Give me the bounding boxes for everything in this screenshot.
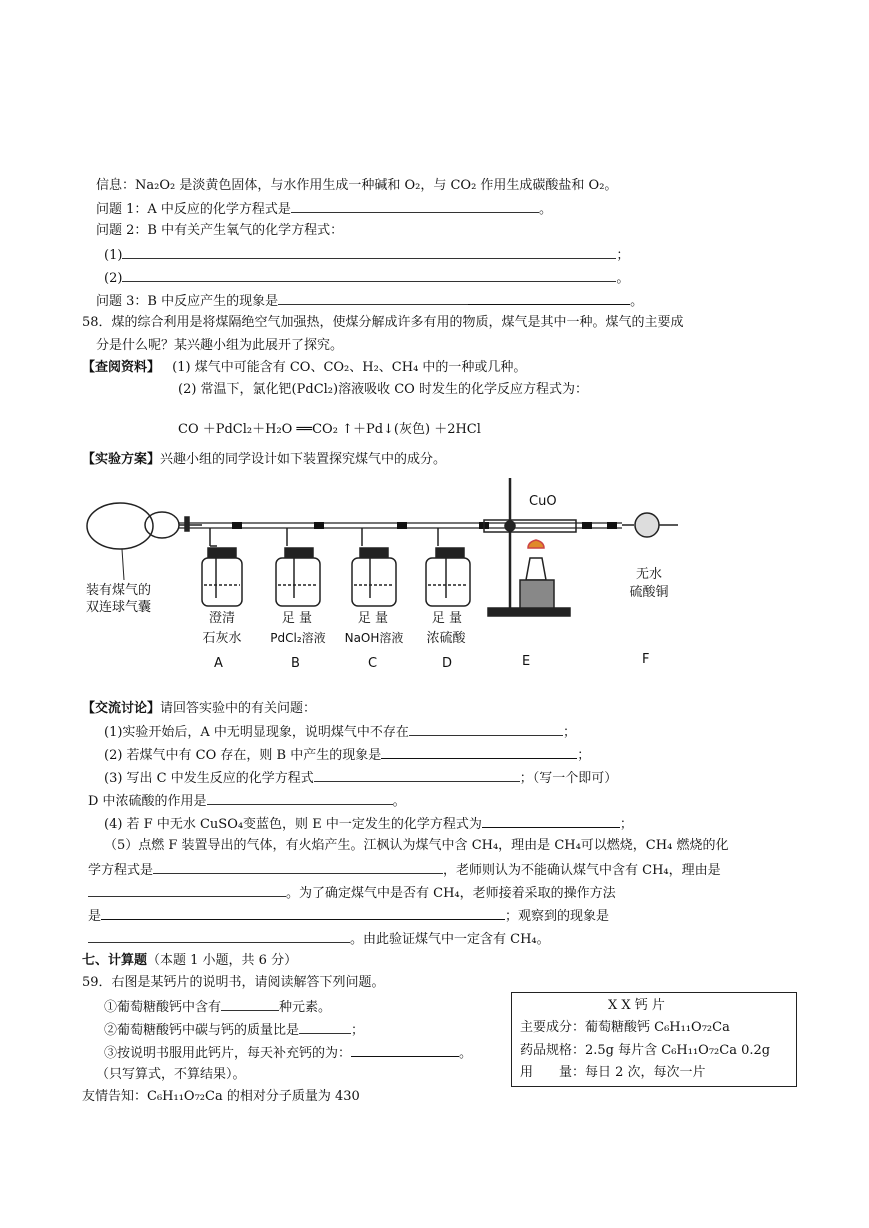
question-59: 59．右图是某钙片的说明书，请阅读解答下列问题。 [82,975,385,990]
discussion-5c-text: 。为了确定煤气中是否有 CH₄，老师接着采取的操作方法 [286,886,616,901]
q59-item-2-text: ②葡萄糖酸钙中碳与钙的质量比是 [104,1023,300,1038]
q59-note: （只写算式，不算结果）。 [96,1067,246,1082]
answer-blank[interactable] [381,745,577,759]
answer-blank[interactable] [122,245,616,259]
reference-1: (1) 煤气中可能含有 CO、CO₂、H₂、CH₄ 中的一种或几种。 [172,360,527,375]
tablet-label-title: X X 钙 片 [608,998,665,1013]
answer-blank[interactable] [351,1043,459,1057]
discussion-3-text: (3) 写出 C 中发生反应的化学方程式 [104,771,314,786]
info-text: 信息：Na₂O₂ 是淡黄色固体，与水作用生成一种碱和 O₂，与 CO₂ 作用生成碳酸盐和 O₂。 [96,178,618,193]
section-7-note: （本题 1 小题，共 6 分） [147,953,298,968]
balloon-label-2: 双连球气囊 [86,600,152,615]
answer-blank[interactable] [207,791,393,805]
bottle-a [202,528,242,606]
answer-blank[interactable] [221,997,279,1011]
discussion-5d-text: 是 [88,909,102,924]
apparatus-drawing [82,468,702,688]
punct: 。 [459,1046,473,1061]
bottle-d-label-1: 足 量 [431,611,463,626]
answer-blank[interactable] [88,883,286,897]
friendly-note: 友情告知：C₆H₁₁O₇₂Ca 的相对分子质量为 430 [82,1089,360,1104]
drying-tube-letter: F [642,652,650,667]
question-1 [96,199,552,219]
section-7-title: 七、计算题 [82,953,148,968]
pointer-line [122,549,124,580]
question-3 [96,291,643,311]
bottle-a-label-2: 石灰水 [202,631,242,646]
punct: 。 [538,202,552,217]
discussion-5e [88,929,550,949]
answer-blank[interactable] [409,722,563,736]
discussion-4-text: (4) 若 F 中无水 CuSO₄变蓝色，则 E 中一定发生的化学方程式为 [104,817,482,832]
bottle-c-label-2: NaOH溶液 [344,631,404,645]
drying-tube-label-1: 无水 [635,567,662,582]
bottle-b-label-1: 足 量 [281,611,313,626]
punct: ； [351,1023,365,1038]
bottle-c-label-1: 足 量 [357,611,389,626]
discussion-label: 【交流讨论】 [82,701,161,716]
reference-label: 【查阅资料】 [82,360,161,375]
tablet-label-dosage: 用 量：每日 2 次，每次一片 [520,1065,706,1080]
discussion-3b [88,791,406,811]
discussion-5c [88,883,616,903]
drying-tube-label-2: 硫酸铜 [629,585,669,600]
punct: ； [562,725,576,740]
tablet-label-spec: 药品规格：2.5g 每片含 C₆H₁₁O₇₂Ca 0.2g [520,1043,771,1058]
bottle-c-letter: C [368,656,378,671]
bottle-d-letter: D [442,656,453,671]
discussion-1-text: (1)实验开始后，A 中无明显现象，说明煤气中不存在 [104,725,409,740]
tablet-label-ingredient: 主要成分：葡萄糖酸钙 C₆H₁₁O₇₂Ca [520,1020,730,1035]
answer-blank[interactable] [88,929,350,943]
bottle-d [426,528,470,606]
burner [520,540,554,608]
answer-blank[interactable] [468,291,630,305]
answer-blank[interactable] [278,291,468,305]
q59-item-1-text: ①葡萄糖酸钙中含有 [104,1000,222,1015]
q59-item-2 [104,1020,364,1040]
punct: 。 [392,794,406,809]
question-2-part-2 [104,268,629,288]
question-2: 问题 2：B 中有关产生氧气的化学方程式： [96,223,344,238]
reference-line-1 [82,359,526,377]
q59-item-1 [104,997,331,1017]
q58-intro-2: 分是什么呢？某兴趣小组为此展开了探究。 [96,338,344,353]
pdcl2-equation: CO ＋PdCl₂＋H₂O ══CO₂ ↑＋Pd↓(灰色) ＋2HCl [178,422,481,437]
bottle-a-label-1: 澄清 [208,611,235,626]
answer-blank[interactable] [122,268,616,282]
plan-text: 兴趣小组的同学设计如下装置探究煤气中的成分。 [160,452,447,467]
cuo-label: CuO [529,494,557,509]
answer-blank[interactable] [299,1020,351,1034]
bottle-b-label-2: PdCl₂溶液 [270,631,326,645]
discussion-5d-end: ；观察到的现象是 [505,909,610,924]
question-1-text: 问题 1：A 中反应的化学方程式是 [96,202,291,217]
plan-label: 【实验方案】 [82,452,161,467]
discussion-lead: 请回答实验中的有关问题： [160,701,317,716]
punct: 。 [630,294,644,309]
discussion-2 [104,745,590,765]
answer-blank[interactable] [101,906,505,920]
discussion-3b-text: D 中浓硫酸的作用是 [88,794,207,809]
discussion-5a: （5）点燃 F 装置导出的气体，有火焰产生。江枫认为煤气中含 CH₄，理由是 CH₄可以燃烧，CH₄ 燃烧的化 [104,838,729,853]
apparatus-figure [82,468,702,688]
discussion-3 [104,768,617,788]
discussion-5b-mid: ，老师则认为不能确认煤气中含有 CH₄，理由是 [443,863,721,878]
answer-blank[interactable] [291,199,539,213]
question-3-text: 问题 3：B 中反应产生的现象是 [96,294,279,309]
bulb-small [145,512,179,538]
bottle-d-label-2: 浓硫酸 [426,631,466,646]
part-label: (1) [104,248,123,263]
discussion-5b [88,860,721,880]
part-label: (2) [104,271,123,286]
balloon-label-1: 装有煤气的 [86,583,152,598]
answer-blank[interactable] [482,814,620,828]
answer-blank[interactable] [153,860,443,874]
punct: ；（写一个即可） [519,771,618,786]
plan-line [82,451,446,469]
bulb-large [87,503,153,549]
question-2-part-1 [104,245,629,265]
tablet-label-box [511,992,797,1087]
bottle-b-letter: B [291,656,300,671]
section-7-header [82,952,297,970]
q59-item-3 [104,1043,472,1063]
discussion-5b-text: 学方程式是 [88,863,154,878]
discussion-5d [88,906,609,926]
punct: ； [616,248,630,263]
discussion-2-text: (2) 若煤气中有 CO 存在，则 B 中产生的现象是 [104,748,382,763]
q59-item-3-text: ③按说明书服用此钙片，每天补充钙的为： [104,1046,352,1061]
discussion-4 [104,814,633,834]
bottle-a-letter: A [214,656,223,671]
punct: 。 [616,271,630,286]
q58-intro-1: 58．煤的综合利用是将煤隔绝空气加强热，使煤分解成许多有用的物质，煤气是其中一种。煤气的主要成 [82,315,684,330]
discussion-5e-text: 。由此验证煤气中一定含有 CH₄。 [350,932,550,947]
punct: ； [619,817,633,832]
reference-2: (2) 常温下，氯化钯(PdCl₂)溶液吸收 CO 时发生的化学反应方程式为： [178,382,588,397]
punct: ； [577,748,591,763]
discussion-header [82,700,316,718]
bottle-c [352,528,396,606]
drying-tube [622,513,678,537]
q59-item-1-end: 种元素。 [279,1000,332,1015]
answer-blank[interactable] [314,768,520,782]
apparatus-e-letter: E [522,654,531,669]
discussion-1 [104,722,576,742]
bottle-b [276,528,320,606]
